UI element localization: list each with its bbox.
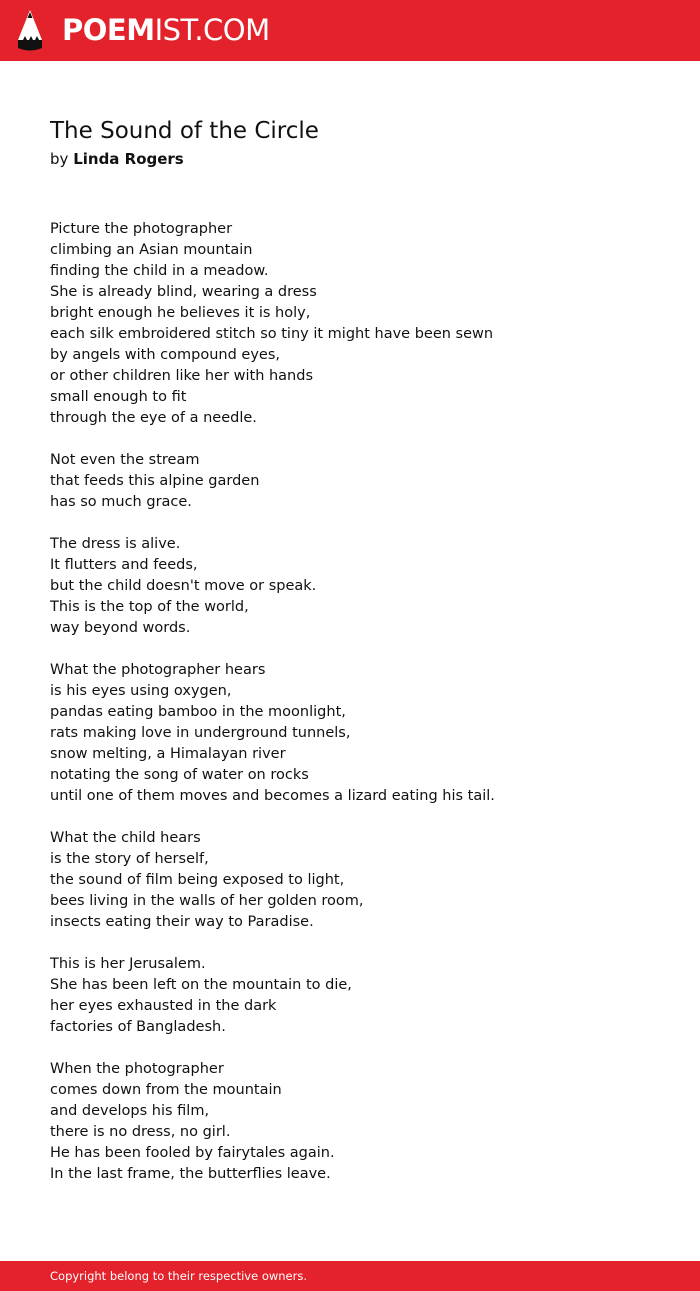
poem-line: is the story of herself, (50, 851, 209, 867)
poem-line: until one of them moves and becomes a lizard eating his tail. (50, 788, 495, 804)
site-header (0, 0, 700, 61)
poem-line: but the child doesn't move or speak. (50, 578, 317, 594)
logo-light-text: IST.COM (154, 13, 270, 47)
footer-copyright: Copyright belong to their respective owners. (50, 1269, 308, 1283)
poem-author: Linda Rogers (73, 150, 184, 168)
poem-line: climbing an Asian mountain (50, 242, 253, 258)
poem-stanza (50, 450, 670, 513)
poem-line: insects eating their way to Paradise. (50, 914, 314, 930)
poem-line: the sound of film being exposed to light, (50, 872, 345, 888)
poem-title: The Sound of the Circle (50, 118, 319, 144)
poem-byline (50, 148, 184, 170)
poem-line: In the last frame, the butterflies leave. (50, 1166, 331, 1182)
poem-stanza (50, 1059, 670, 1185)
poem-line: Picture the photographer (50, 221, 233, 237)
poem-line: or other children like her with hands (50, 368, 314, 384)
logo-bold-text: POEM (62, 13, 155, 47)
poem-line: notating the song of water on rocks (50, 767, 309, 783)
poem-line: is his eyes using oxygen, (50, 683, 232, 699)
poem-line: that feeds this alpine garden (50, 473, 260, 489)
poem-line: What the child hears (50, 830, 201, 846)
poem-line: bees living in the walls of her golden room, (50, 893, 364, 909)
poem-line: finding the child in a meadow. (50, 263, 269, 279)
poem-line: It flutters and feeds, (50, 557, 198, 573)
poem-line: Not even the stream (50, 452, 200, 468)
poem-line: each silk embroidered stitch so tiny it might have been sewn (50, 326, 494, 342)
poem-line: She is already blind, wearing a dress (50, 284, 317, 300)
poem-body (50, 219, 670, 1206)
poem-line: there is no dress, no girl. (50, 1124, 231, 1140)
poem-line: has so much grace. (50, 494, 192, 510)
site-logo[interactable] (62, 12, 270, 48)
poem-stanza (50, 219, 670, 429)
poem-stanza (50, 954, 670, 1038)
poem-line: This is the top of the world, (50, 599, 249, 615)
pencil-tip-icon[interactable] (18, 10, 42, 51)
poem-line: She has been left on the mountain to die, (50, 977, 352, 993)
poem-line: factories of Bangladesh. (50, 1019, 226, 1035)
poem-line: What the photographer hears (50, 662, 266, 678)
poem-line: bright enough he believes it is holy, (50, 305, 311, 321)
poem-line: When the photographer (50, 1061, 224, 1077)
poem-line: by angels with compound eyes, (50, 347, 280, 363)
poem-line: through the eye of a needle. (50, 410, 257, 426)
site-footer (0, 1261, 700, 1291)
poem-line: small enough to fit (50, 389, 187, 405)
poem-line: comes down from the mountain (50, 1082, 282, 1098)
poem-line: her eyes exhausted in the dark (50, 998, 277, 1014)
poem-line: rats making love in underground tunnels, (50, 725, 351, 741)
poem-line: This is her Jerusalem. (50, 956, 206, 972)
poem-stanza (50, 660, 670, 807)
poem-stanza (50, 828, 670, 933)
poem-line: snow melting, a Himalayan river (50, 746, 286, 762)
poem-line: He has been fooled by fairytales again. (50, 1145, 335, 1161)
poem-line: The dress is alive. (50, 536, 181, 552)
poem-line: and develops his film, (50, 1103, 210, 1119)
byline-prefix: by (50, 150, 69, 168)
poem-stanza (50, 534, 670, 639)
poem-line: way beyond words. (50, 620, 191, 636)
poem-line: pandas eating bamboo in the moonlight, (50, 704, 346, 720)
